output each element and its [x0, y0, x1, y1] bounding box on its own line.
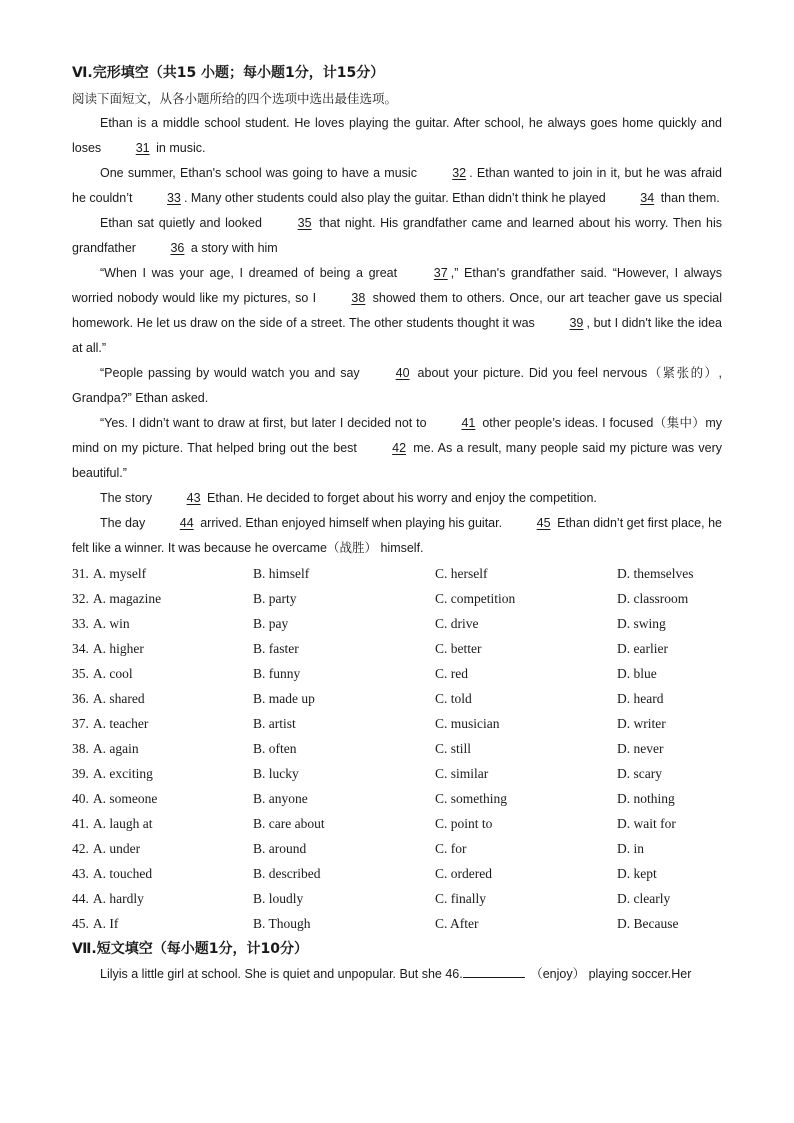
option-b[interactable]: B. pay: [253, 616, 289, 631]
option-c[interactable]: C. ordered: [435, 866, 492, 881]
blank-number[interactable]: 32: [452, 166, 467, 180]
passage-text: that night. His grandfather came and learned about his worry. Then his grandfather: [72, 216, 722, 255]
section6-instruction: 阅读下面短文，从各小题所给的四个选项中选出最佳选项。: [72, 91, 398, 106]
option-a[interactable]: A. someone: [92, 791, 158, 806]
blank-number[interactable]: 44: [179, 516, 194, 530]
option-a-cell: [72, 761, 253, 786]
question-number: 32.: [72, 591, 89, 606]
option-a[interactable]: A. exciting: [92, 766, 153, 781]
passage-text: ,” Ethan's grandfather said. “However, I always worried nobody would like my pictures, so I: [72, 266, 722, 305]
section7-passage: [72, 962, 722, 987]
option-b[interactable]: B. himself: [253, 566, 310, 581]
option-row: [72, 861, 722, 886]
option-row: [72, 636, 722, 661]
option-a[interactable]: A. shared: [92, 691, 145, 706]
section7-text-after: playing soccer.Her: [585, 967, 692, 981]
option-a-cell: [72, 661, 253, 686]
section7-text-before: Lilyis a little girl at school. She is quiet and unpopular. But she 46.: [100, 967, 463, 981]
option-d[interactable]: D. scary: [617, 766, 662, 781]
option-a-cell: [72, 636, 253, 661]
passage-text: than them.: [657, 191, 720, 205]
option-row: [72, 686, 722, 711]
passage-text: Ethan didn’t get first place, he felt like a winner. It was because he overcame（战胜） himself.: [72, 516, 722, 555]
question-number: 39.: [72, 766, 89, 781]
passage-text: about your picture. Did you feel nervous（紧张的）, Grandpa?” Ethan asked.: [72, 366, 722, 405]
option-row: [72, 911, 722, 936]
option-a[interactable]: A. touched: [92, 866, 153, 881]
option-a-cell: [72, 686, 253, 711]
blank-number[interactable]: 35: [297, 216, 312, 230]
option-c[interactable]: C. red: [435, 666, 468, 681]
option-b[interactable]: B. anyone: [253, 791, 308, 806]
option-d[interactable]: D. Because: [617, 916, 679, 931]
option-a-cell: [72, 911, 253, 936]
option-a[interactable]: A. magazine: [92, 591, 162, 606]
blank-number[interactable]: 31: [135, 141, 150, 155]
option-row: [72, 886, 722, 911]
option-a-cell: [72, 861, 253, 886]
option-b[interactable]: B. care about: [253, 816, 325, 831]
blank-number[interactable]: 33: [166, 191, 181, 205]
option-c[interactable]: C. point to: [435, 816, 493, 831]
blank-number[interactable]: 39: [569, 316, 584, 330]
option-c[interactable]: C. competition: [435, 591, 516, 606]
answer-blank-46[interactable]: [463, 963, 525, 978]
question-number: 45.: [72, 916, 89, 931]
passage-paragraph: [72, 261, 722, 361]
option-a-cell: [72, 736, 253, 761]
passage-text: me. As a result, many people said my picture was very beautiful.”: [72, 441, 722, 480]
option-a[interactable]: A. teacher: [92, 716, 149, 731]
option-a-cell: [72, 561, 253, 586]
option-b[interactable]: B. often: [253, 741, 297, 756]
passage-text: One summer, Ethan's school was going to have a music: [100, 166, 422, 180]
passage-text: “Yes. I didn’t want to draw at first, but later I decided not to: [100, 416, 431, 430]
option-a[interactable]: A. under: [92, 841, 141, 856]
option-c[interactable]: C. herself: [435, 566, 488, 581]
option-a-cell: [72, 711, 253, 736]
option-row: [72, 561, 722, 586]
section7-hint: （enjoy）: [530, 967, 586, 981]
option-c[interactable]: C. musician: [435, 716, 500, 731]
option-d[interactable]: D. in: [617, 841, 644, 856]
passage-paragraph: [72, 211, 722, 261]
question-number: 36.: [72, 691, 89, 706]
passage-text: arrived. Ethan enjoyed himself when playing his guitar.: [196, 516, 506, 530]
passage-paragraph: [72, 486, 722, 511]
passage-text: . Ethan wanted to join in it, but he was afraid he couldn’t: [72, 166, 722, 205]
passage-text: “People passing by would watch you and say: [100, 366, 365, 380]
passage-paragraph: [72, 161, 722, 211]
section6-title: Ⅵ.完形填空（共15 小题；每小题1分，计15分）: [72, 65, 385, 81]
option-a[interactable]: A. hardly: [92, 891, 144, 906]
option-a[interactable]: A. again: [92, 741, 139, 756]
option-a-cell: [72, 786, 253, 811]
option-a[interactable]: A. If: [92, 916, 119, 931]
blank-number[interactable]: 36: [170, 241, 185, 255]
option-a-cell: [72, 611, 253, 636]
option-b[interactable]: B. lucky: [253, 766, 299, 781]
option-d[interactable]: D. themselves: [617, 566, 694, 581]
passage-text: . Many other students could also play the guitar. Ethan didn’t think he played: [183, 191, 610, 205]
question-number: 40.: [72, 791, 89, 806]
question-number: 33.: [72, 616, 89, 631]
option-d[interactable]: D. swing: [617, 616, 666, 631]
option-b[interactable]: B. Though: [253, 916, 311, 931]
passage-text: Ethan. He decided to forget about his worry and enjoy the competition.: [203, 491, 597, 505]
option-row: [72, 736, 722, 761]
question-number: 37.: [72, 716, 89, 731]
option-b[interactable]: B. party: [253, 591, 297, 606]
blank-number[interactable]: 43: [186, 491, 201, 505]
question-number: 31.: [72, 566, 89, 581]
blank-number[interactable]: 41: [461, 416, 476, 430]
option-b[interactable]: B. faster: [253, 641, 299, 656]
blank-number[interactable]: 38: [351, 291, 366, 305]
option-c[interactable]: C. finally: [435, 891, 486, 906]
option-b[interactable]: B. artist: [253, 716, 296, 731]
option-d[interactable]: D. writer: [617, 716, 666, 731]
option-c[interactable]: C. something: [435, 791, 508, 806]
passage-text: The story: [100, 491, 156, 505]
passage-text: , but I didn't like the idea at all.”: [72, 316, 722, 355]
option-d[interactable]: D. earlier: [617, 641, 668, 656]
option-c[interactable]: C. for: [435, 841, 467, 856]
option-d[interactable]: D. heard: [617, 691, 664, 706]
option-row: [72, 711, 722, 736]
option-row: [72, 586, 722, 611]
passage-paragraph: [72, 511, 722, 561]
option-a[interactable]: A. cool: [92, 666, 133, 681]
option-row: [72, 811, 722, 836]
cloze-passage: [72, 111, 722, 561]
option-row: [72, 661, 722, 686]
option-a-cell: [72, 811, 253, 836]
option-b[interactable]: B. funny: [253, 666, 301, 681]
option-a[interactable]: A. higher: [92, 641, 144, 656]
passage-text: showed them to others. Once, our art teacher gave us special homework. He let us draw on the side of a street. The other students thought it was: [72, 291, 722, 330]
passage-text: Ethan sat quietly and looked: [100, 216, 267, 230]
option-d[interactable]: D. blue: [617, 666, 657, 681]
option-row: [72, 836, 722, 861]
question-number: 41.: [72, 816, 89, 831]
passage-text: “When I was your age, I dreamed of being a great: [100, 266, 403, 280]
option-b[interactable]: B. described: [253, 866, 321, 881]
option-row: [72, 611, 722, 636]
passage-text: a story with him: [187, 241, 278, 255]
option-c[interactable]: C. drive: [435, 616, 479, 631]
passage-paragraph: [72, 411, 722, 486]
blank-number[interactable]: 34: [640, 191, 655, 205]
blank-number[interactable]: 37: [433, 266, 448, 280]
question-number: 43.: [72, 866, 89, 881]
options-list: [72, 561, 722, 936]
option-d[interactable]: D. clearly: [617, 891, 671, 906]
option-d[interactable]: D. kept: [617, 866, 657, 881]
option-c[interactable]: C. After: [435, 916, 479, 931]
option-d[interactable]: D. never: [617, 741, 664, 756]
option-a[interactable]: A. myself: [92, 566, 147, 581]
blank-number[interactable]: 42: [392, 441, 407, 455]
option-row: [72, 761, 722, 786]
option-row: [72, 786, 722, 811]
passage-text: The day: [100, 516, 149, 530]
question-number: 38.: [72, 741, 89, 756]
option-a-cell: [72, 886, 253, 911]
question-number: 44.: [72, 891, 89, 906]
section7-title: Ⅶ.短文填空（每小题1分，计10分）: [72, 941, 308, 957]
option-a[interactable]: A. laugh at: [92, 816, 153, 831]
option-b[interactable]: B. around: [253, 841, 307, 856]
option-b[interactable]: B. made up: [253, 691, 315, 706]
option-c[interactable]: C. still: [435, 741, 472, 756]
question-number: 42.: [72, 841, 89, 856]
option-a-cell: [72, 836, 253, 861]
option-b[interactable]: B. loudly: [253, 891, 304, 906]
passage-text: Ethan is a middle school student. He loves playing the guitar. After school, he always goes home quickly and loses: [72, 116, 722, 155]
question-number: 34.: [72, 641, 89, 656]
option-d[interactable]: D. classroom: [617, 591, 689, 606]
passage-text: other people’s ideas. I focused（集中）my mind on my picture. That helped bring out the best: [72, 416, 722, 455]
option-c[interactable]: C. similar: [435, 766, 489, 781]
option-a-cell: [72, 586, 253, 611]
passage-paragraph: [72, 361, 722, 411]
blank-number[interactable]: 45: [536, 516, 551, 530]
option-c[interactable]: C. better: [435, 641, 482, 656]
blank-number[interactable]: 40: [395, 366, 410, 380]
question-number: 35.: [72, 666, 89, 681]
exam-page: [72, 60, 722, 987]
option-a[interactable]: A. win: [92, 616, 130, 631]
passage-paragraph: [72, 111, 722, 161]
passage-text: in music.: [152, 141, 206, 155]
option-d[interactable]: D. nothing: [617, 791, 675, 806]
option-d[interactable]: D. wait for: [617, 816, 676, 831]
option-c[interactable]: C. told: [435, 691, 472, 706]
